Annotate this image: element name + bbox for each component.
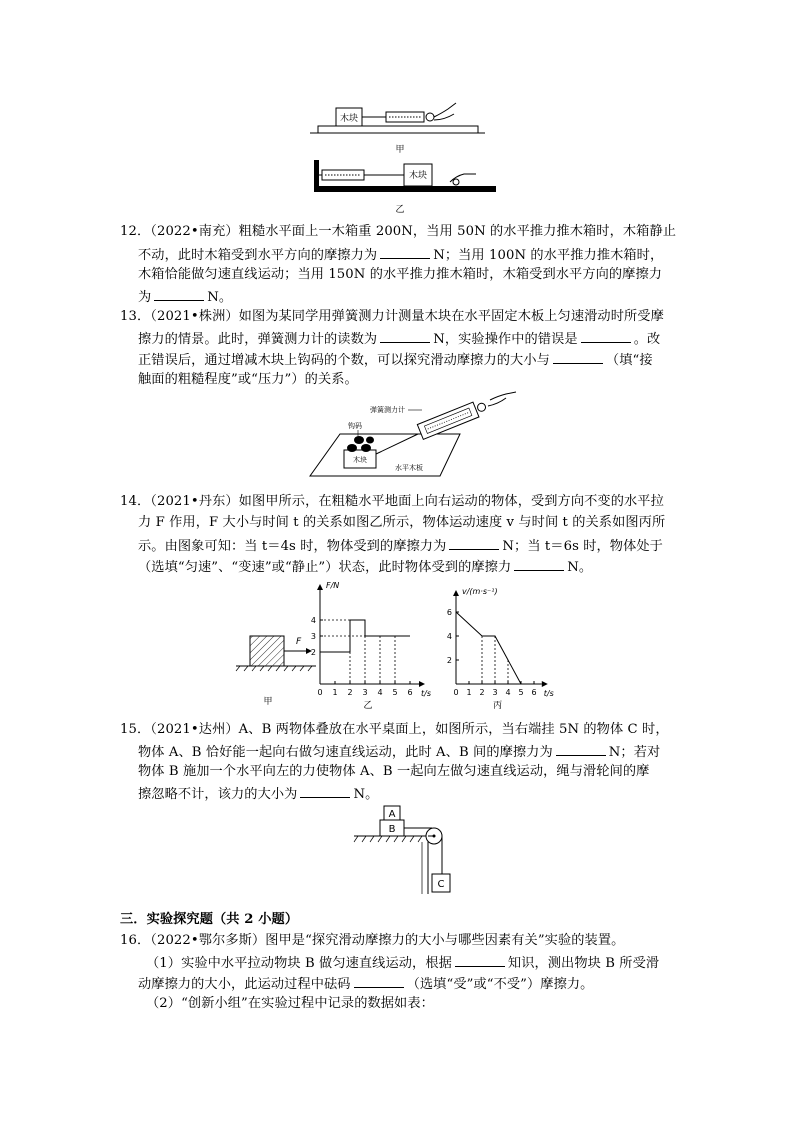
x-tick-label: 4 [377, 688, 383, 697]
jia-block-label: 木块 [339, 114, 359, 124]
q16-line-4: （2）“创新小组”在实验过程中记录的数据如表： [146, 996, 434, 1011]
chart-force-time [306, 582, 434, 710]
x-axis-arrow [542, 681, 548, 687]
q13-line-3b: （填“接 [605, 353, 653, 368]
q14-line-4b: N。 [567, 560, 593, 575]
x-tick-label: 6 [531, 688, 537, 697]
x-tick-label: 3 [362, 688, 368, 697]
q13-line-3a: 正错误后，通过增减木块上钩码的个数，可以探究滑动摩擦力的大小与 [138, 353, 550, 368]
series-line [456, 612, 521, 684]
q14-line-3a: 示。由图象可知：当 t＝4s 时，物体受到的摩擦力为 [138, 539, 447, 554]
x-tick-label: 1 [332, 688, 338, 697]
q13-weight [354, 436, 364, 444]
q13-board [310, 434, 460, 476]
q14-line-2: 力 F 作用，F 大小与时间 t 的关系如图乙所示，物体运动速度 v 与时间 t 的关系如图丙所 [138, 515, 666, 530]
yi-board [314, 186, 496, 192]
q12-line-1: 12．（2022•南充）粗糙水平面上一木箱重 200N，当用 50N 的水平推力推木箱时，木箱静止 [120, 224, 677, 239]
q16-line-3b: （选填“受”或“不受”）摩擦力。 [406, 977, 594, 992]
q15-label-c: C [437, 879, 445, 890]
q14-force-label: F [296, 637, 302, 647]
x-axis-label: t/s [543, 689, 554, 698]
section-3-heading: 三．实验探究题（共 2 小题） [120, 912, 299, 927]
q13-line-1: 13．（2021•株洲）如图为某同学用弹簧测力计测量木块在水平固定木板上匀速滑动时所受摩 [120, 309, 664, 324]
q13-line-3 [138, 349, 653, 371]
q16-line-1: 16．（2022•鄂尔多斯）图甲是“探究滑动摩擦力的大小与哪些因素有关”实验的装置。 [120, 933, 625, 948]
q13-blank-2[interactable] [581, 328, 631, 343]
x-tick-label: 0 [453, 688, 459, 697]
q15-line-2b: N；若对 [608, 745, 661, 760]
q13-block-label: 木块 [353, 456, 367, 464]
q12-line-4b: N。 [207, 290, 233, 305]
q14-line-3b: N；当 t＝6s 时，物体处于 [502, 539, 663, 554]
q12-line-3: 木箱恰能做匀速直线运动；当用 150N 的水平推力推木箱时，木箱受到水平方向的摩擦力 [138, 267, 663, 282]
q15-line-2a: 物体 A、B 恰好能一起向右做匀速直线运动，此时 A、B 间的摩擦力为 [138, 745, 553, 760]
q14-block [250, 636, 284, 666]
q13-spring-label: 弹簧测力计 [370, 406, 405, 414]
figure-top-apparatus [300, 98, 510, 218]
q15-line-4b: N。 [353, 787, 379, 802]
figure-q13-apparatus [300, 388, 520, 486]
q14-caption-jia: 甲 [263, 697, 273, 707]
jia-board [318, 126, 478, 133]
q12-line-4 [138, 286, 232, 308]
x-tick-label: 3 [492, 688, 498, 697]
q14-line-1: 14．（2021•丹东）如图甲所示，在粗糙水平地面上向右运动的物体，受到方向不变的水平拉 [120, 494, 664, 509]
x-tick-label: 6 [407, 688, 413, 697]
x-tick-label: 0 [317, 688, 323, 697]
y-tick-label: 3 [310, 632, 316, 641]
x-tick-label: 4 [505, 688, 511, 697]
q12-blank-2[interactable] [154, 286, 204, 301]
q15-line-4 [138, 783, 378, 805]
x-axis-arrow [419, 681, 425, 687]
q16-line-2a: （1）实验中水平拉动物块 B 做匀速直线运动，根据 [146, 956, 452, 971]
yi-block-label: 木块 [408, 171, 428, 181]
q16-blank-1[interactable] [455, 952, 505, 967]
q13-line-2 [138, 328, 660, 350]
x-tick-label: 2 [479, 688, 485, 697]
figure-q14-jia [228, 618, 318, 718]
q14-line-3 [138, 535, 663, 557]
y-axis-label: v/(m·s⁻¹) [462, 587, 498, 596]
x-tick-label: 5 [392, 688, 398, 697]
chart-caption: 乙 [363, 701, 373, 710]
q16-line-3a: 动摩擦力的大小，此运动过程中砝码 [138, 977, 351, 992]
q14-blank-1[interactable] [449, 535, 499, 550]
q13-line-2a: 擦力的情景。此时，弹簧测力计的读数为 [138, 332, 378, 347]
q16-line-2b: 知识，测出物块 B 所受滑 [507, 956, 660, 971]
q13-line-4: 触面的粗糙程度”或“压力”）的关系。 [138, 372, 358, 387]
x-tick-label: 1 [466, 688, 472, 697]
q16-line-3 [138, 973, 593, 995]
y-axis-arrow [453, 590, 459, 596]
q15-line-4a: 擦忽略不计，该力的大小为 [138, 787, 298, 802]
y-tick-label: 2 [446, 656, 452, 665]
y-axis-arrow [317, 584, 323, 590]
jia-caption: 甲 [395, 145, 405, 155]
y-tick-label: 4 [310, 616, 316, 625]
q13-line-2c: 。改 [633, 332, 661, 347]
x-axis-label: t/s [421, 689, 431, 698]
chart-velocity-time [440, 586, 580, 710]
yi-caption: 乙 [395, 205, 405, 215]
q14-line-4a: （选填“匀速”、“变速”或“静止”）状态，此时物体受到的摩擦力 [138, 560, 512, 575]
x-tick-label: 2 [347, 688, 353, 697]
q13-weight [366, 437, 374, 444]
y-tick-label: 6 [446, 608, 452, 617]
y-tick-label: 4 [446, 632, 452, 641]
q13-board-label: 水平木板 [395, 464, 423, 472]
q15-blank-1[interactable] [556, 741, 606, 756]
q14-line-4 [138, 556, 592, 578]
q12-blank-1[interactable] [380, 244, 430, 259]
q13-blank-3[interactable] [553, 349, 603, 364]
q15-line-2 [138, 741, 660, 763]
q13-blank-1[interactable] [380, 328, 430, 343]
q16-line-2 [146, 952, 659, 974]
q13-line-2b: N，实验操作中的错误是 [433, 332, 578, 347]
q15-line-1: 15．（2021•达州）A、B 两物体叠放在水平桌面上，如图所示，当右端挂 5N 的物体 C 时， [120, 722, 669, 737]
q12-line-2 [138, 244, 663, 266]
q13-weights-label: 钩码 [348, 422, 362, 430]
q14-ground-hatch [236, 666, 312, 671]
q15-label-b: B [388, 824, 396, 835]
figure-q15-pulley [352, 802, 462, 898]
q12-line-4a: 为 [138, 290, 152, 305]
chart-caption: 丙 [493, 701, 503, 710]
q16-blank-2[interactable] [354, 973, 404, 988]
q15-blank-2[interactable] [300, 783, 350, 798]
q13-weight [361, 444, 371, 452]
q13-weight [347, 444, 357, 452]
q15-label-a: A [388, 809, 396, 820]
q14-blank-2[interactable] [514, 556, 564, 571]
x-tick-label: 5 [518, 688, 524, 697]
q15-table-hatch [354, 836, 422, 842]
y-tick-label: 2 [310, 648, 316, 657]
q12-line-2b: N；当用 100N 的水平推力推木箱时， [433, 248, 664, 263]
y-axis-label: F/N [326, 582, 340, 590]
q12-line-2a: 不动，此时木箱受到水平方向的摩擦力为 [138, 248, 378, 263]
q15-line-3: 物体 B 施加一个水平向左的力使物体 A、B 一起向左做匀速直线运动，绳与滑轮间的摩 [138, 764, 650, 779]
